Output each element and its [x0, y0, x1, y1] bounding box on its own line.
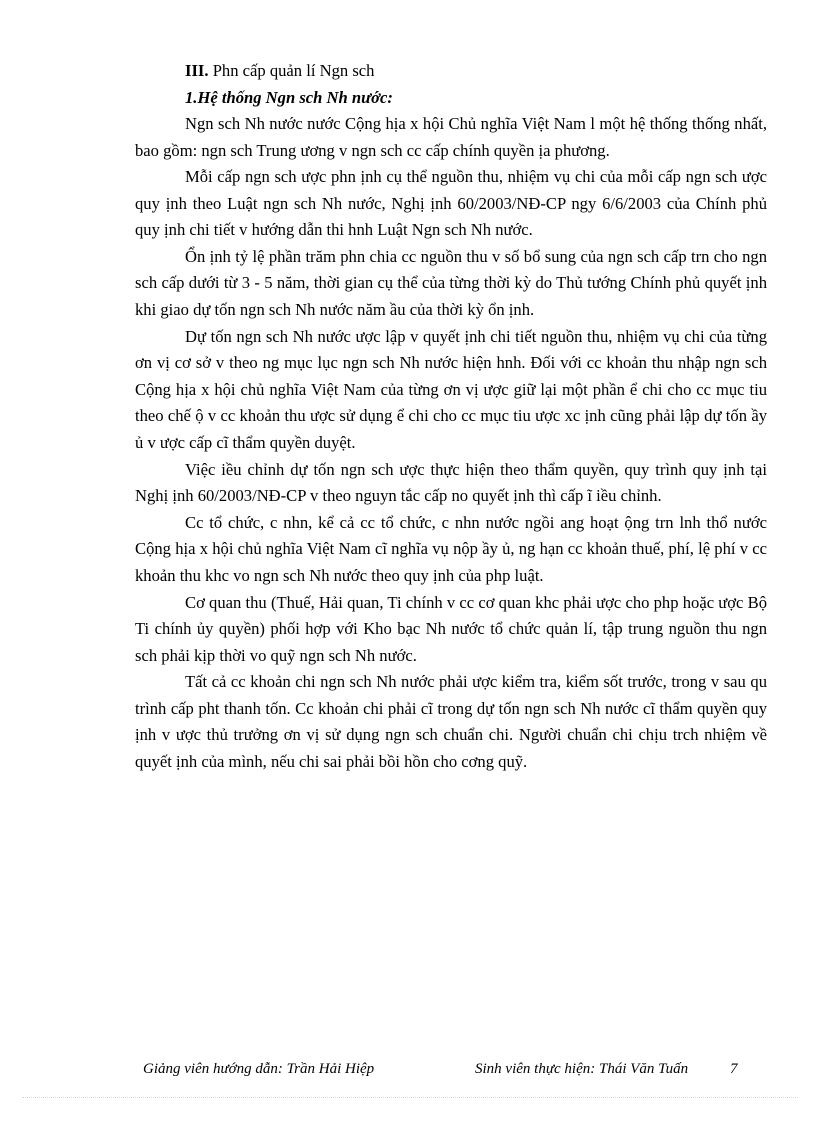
paragraph: Cc tổ chức, c nhn, kể cả cc tổ chức, c nhn nước ngồi ang hoạt ộng trn lnh thổ nước Cộng hịa x hội chủ nghĩa Việt Nam cĩ nghĩa vụ nộp ầy ủ, ng hạn cc khoản thuế, phí, lệ phí v cc khoản thu khc vo ngn sch Nh nước theo quy ịnh của php luật. — [135, 512, 767, 585]
paragraph: Ổn ịnh tỷ lệ phần trăm phn chia cc nguồn thu v số bổ sung của ngn sch cấp trn cho ngn sch cấp dưới từ 3 - 5 năm, thời gian cụ thể của từng thời kỳ do Thủ tướng Chính phủ quyết ịnh khi giao dự tốn ngn sch Nh nước năm ầu của thời kỳ ổn ịnh. — [135, 246, 767, 319]
page-footer — [143, 1058, 743, 1080]
paragraph: Ngn sch Nh nước nước Cộng hịa x hội Chủ nghĩa Việt Nam l một hệ thống thống nhất, bao gồm: ngn sch Trung ương v ngn sch cc cấp chính quyền ịa phương. — [135, 114, 767, 160]
paragraph: Tất cả cc khoản chi ngn sch Nh nước phải ược kiểm tra, kiểm sốt trước, trong v sau qu trình cấp pht thanh tốn. Cc khoản chi phải cĩ trong dự tốn ngn sch Nh nước cĩ thẩm quyền quy ịnh v ược thủ trưởng ơn vị sử dụng ngn sch chuẩn chi. Người chuẩn chi chịu trch nhiệm về quyết ịnh của mình, nếu chi sai phải bồi hồn cho cơng quỹ. — [135, 672, 767, 772]
footer-student: Sinh viên thực hiện: Thái Văn Tuấn — [475, 1061, 689, 1077]
page-bottom-divider — [22, 1097, 798, 1098]
page-body — [135, 58, 767, 776]
section-title: Phn cấp quản lí Ngn sch — [212, 61, 375, 80]
paragraph: Cơ quan thu (Thuế, Hải quan, Ti chính v cc cơ quan khc phải ược cho php hoặc ược Bộ Ti chính ủy quyền) phối hợp với Kho bạc Nh nước tổ chức quản lí, tập trung nguồn thu ngn sch phải kịp thời vo quỹ ngn sch Nh nước. — [135, 592, 767, 665]
section-heading — [135, 58, 767, 85]
section-number: III. — [185, 61, 209, 80]
footer-instructor: Giảng viên hướng dẫn: Trần Hải Hiệp — [143, 1061, 375, 1077]
paragraph: Dự tốn ngn sch Nh nước ược lập v quyết ịnh chi tiết nguồn thu, nhiệm vụ chi của từng ơn vị cơ sở v theo ng mục lục ngn sch Nh nước hiện hnh. Đối với cc khoản thu nhập ngn sch Cộng hịa x hội chủ nghĩa Việt Nam của từng ơn vị ược giữ lại một phần ể chi cho cc mục tiu theo chế ộ v cc khoản thu ược sử dụng ể chi cho cc mục tiu ược xc ịnh cũng phải lập dự tốn ầy ủ v ược cấp cĩ thẩm quyền duyệt. — [135, 326, 767, 452]
paragraph: Mỗi cấp ngn sch ược phn ịnh cụ thể nguồn thu, nhiệm vụ chi của mỗi cấp ngn sch ược quy ịnh theo Luật ngn sch Nh nước, Nghị ịnh 60/2003/NĐ-CP ngy 6/6/2003 của Chính phủ quy ịnh chi tiết v hướng dẫn thi hnh Luật Ngn sch Nh nước. — [135, 167, 767, 240]
paragraph: Việc iều chỉnh dự tốn ngn sch ược thực hiện theo thẩm quyền, quy trình quy ịnh tại Nghị ịnh 60/2003/NĐ-CP v theo nguyn tắc cấp no quyết ịnh thì cấp ĩ iều chỉnh. — [135, 459, 767, 506]
subsection-heading: 1.Hệ thống Ngn sch Nh nước: — [185, 87, 393, 107]
page-number: 7 — [730, 1061, 738, 1077]
